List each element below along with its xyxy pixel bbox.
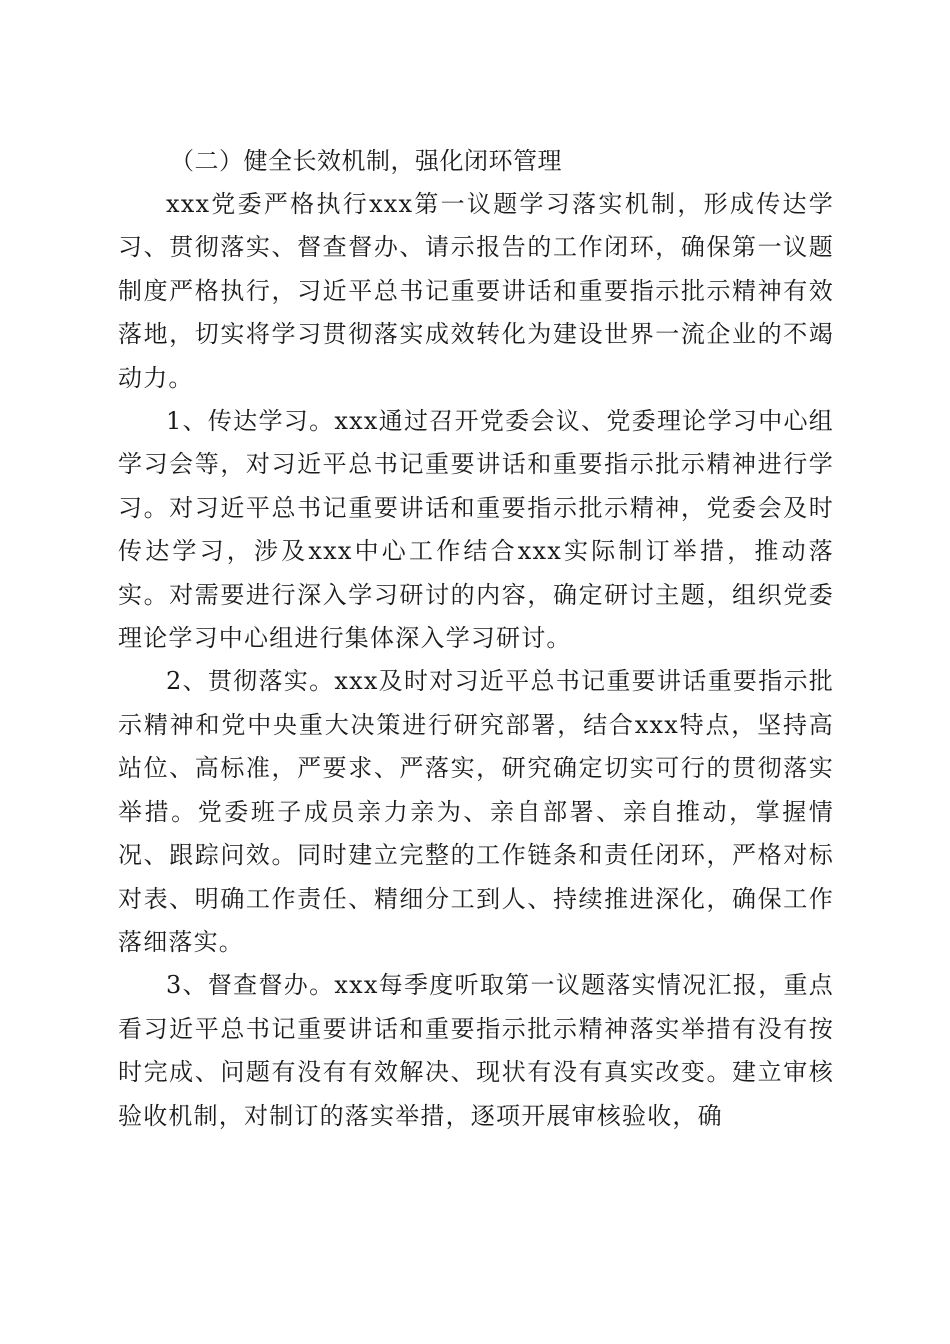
paragraph-supervision: 3、督查督办。xxx每季度听取第一议题落实情况汇报，重点看习近平总书记重要讲话和重要指示批示精神落实举措有没有按时完成、问题有没有有效解决、现状有没有真实改变。建立审核验收机制，对制订的落实举措，逐项开展审核验收，确: [118, 971, 834, 1130]
document-page: [118, 140, 834, 1138]
paragraph-dissemination: 1、传达学习。xxx通过召开党委会议、党委理论学习中心组学习会等，对习近平总书记重要讲话和重要指示批示精神进行学习。对习近平总书记重要讲话和重要指示批示精神，党委会及时传达学习，涉及xxx中心工作结合xxx实际制订举措，推动落实。对需要进行深入学习研讨的内容，确定研讨主题，组织党委理论学习中心组进行集体深入学习研讨。: [118, 407, 834, 653]
paragraph-implementation: 2、贯彻落实。xxx及时对习近平总书记重要讲话重要指示批示精神和党中央重大决策进行研究部署，结合xxx特点，坚持高站位、高标准，严要求、严落实，研究确定切实可行的贯彻落实举措。党委班子成员亲力亲为、亲自部署、亲自推动，掌握情况、跟踪问效。同时建立完整的工作链条和责任闭环，严格对标对表、明确工作责任、精细分工到人、持续推进深化，确保工作落细落实。: [118, 667, 834, 956]
paragraph-intro: xxx党委严格执行xxx第一议题学习落实机制，形成传达学习、贯彻落实、督查督办、请示报告的工作闭环，确保第一议题制度严格执行，习近平总书记重要讲话和重要指示批示精神有效落地，切实将学习贯彻落实成效转化为建设世界一流企业的不竭动力。: [118, 190, 834, 392]
section-heading: （二）健全长效机制，强化闭环管理: [170, 147, 562, 175]
